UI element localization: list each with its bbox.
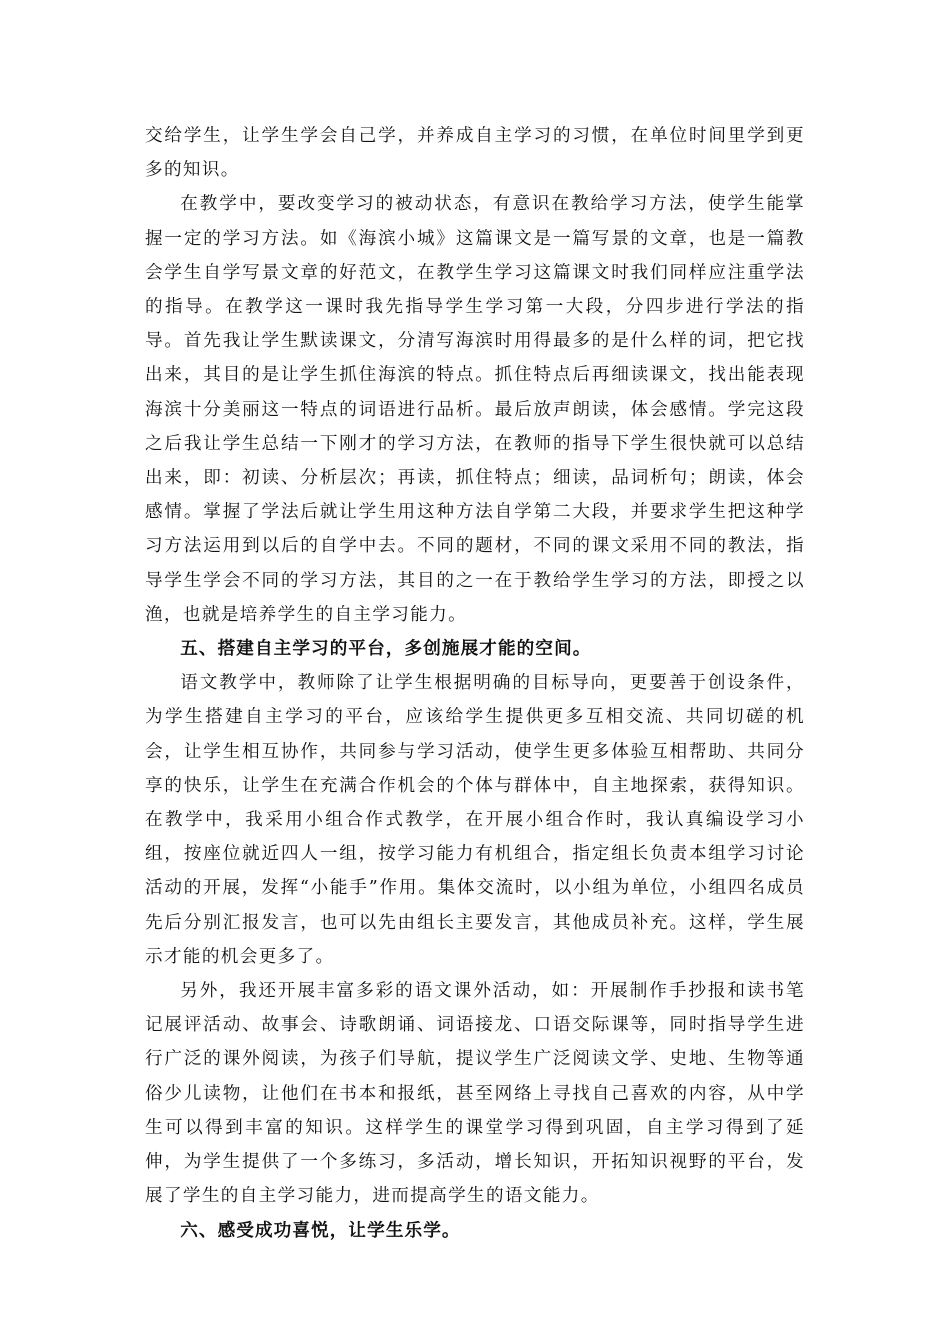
- paragraph-cooperative-learning: 语文教学中，教师除了让学生根据明确的目标导向，更要善于创设条件，为学生搭建自主学习的平台，应该给学生提供更多互相交流、共同切磋的机会，让学生相互协作，共同参与学习活动，使学生更多体验互相帮助、共同分享的快乐，让学生在充满合作机会的个体与群体中，自主地探索，获得知识。在教学中，我采用小组合作式教学，在开展小组合作时，我认真编设学习小组，按座位就近四人一组，按学习能力有机组合，指定组长负责本组学习讨论活动的开展，发挥“小能手”作用。集体交流时，以小组为单位，小组四名成员先后分别汇报发言，也可以先由组长主要发言，其他成员补充。这样，学生展示才能的机会更多了。: [145, 673, 805, 967]
- paragraph-extracurricular: 另外，我还开展丰富多彩的语文课外活动，如：开展制作手抄报和读书笔记展评活动、故事会、诗歌朗诵、词语接龙、口语交际课等，同时指导学生进行广泛的课外阅读，为孩子们导航，提议学生广泛阅读文学、史地、生物等通俗少儿读物，让他们在书本和报纸，甚至网络上寻找自己喜欢的内容，从中学生可以得到丰富的知识。这样学生的课堂学习得到巩固，自主学习得到了延伸，为学生提供了一个多练习，多活动，增长知识，开拓知识视野的平台，发展了学生的自主学习能力，进而提高学生的语文能力。: [145, 981, 805, 1207]
- document-body: [145, 119, 805, 1248]
- paragraph-teaching-methods: 在教学中，要改变学习的被动状态，有意识在教给学习方法，使学生能掌握一定的学习方法。如《海滨小城》这篇课文是一篇写景的文章，也是一篇教会学生自学写景文章的好范文，在教学生学习这篇课文时我们同样应注重学法的指导。在教学这一课时我先指导学生学习第一大段，分四步进行学法的指导。首先我让学生默读课文，分清写海滨时用得最多的是什么样的词，把它找出来，其目的是让学生抓住海滨的特点。抓住特点后再细读课文，找出能表现海滨十分美丽这一特点的词语进行品析。最后放声朗读，体会感情。学完这段之后我让学生总结一下刚才的学习方法，在教师的指导下学生很快就可以总结出来，即：初读、分析层次；再读，抓住特点；细读，品词析句；朗读，体会感情。掌握了学法后就让学生用这种方法自学第二大段，并要求学生把这种学习方法运用到以后的自学中去。不同的题材，不同的课文采用不同的教法，指导学生学会不同的学习方法，其目的之一在于教给学生学习的方法，即授之以渔，也就是培养学生的自主学习能力。: [145, 194, 805, 625]
- section-heading-5: 五、搭建自主学习的平台，多创施展才能的空间。: [180, 639, 592, 660]
- paragraph-continuation: 交给学生，让学生学会自己学，并养成自主学习的习惯，在单位时间里学到更多的知识。: [145, 126, 805, 181]
- section-heading-6: 六、感受成功喜悦，让学生乐学。: [180, 1220, 461, 1241]
